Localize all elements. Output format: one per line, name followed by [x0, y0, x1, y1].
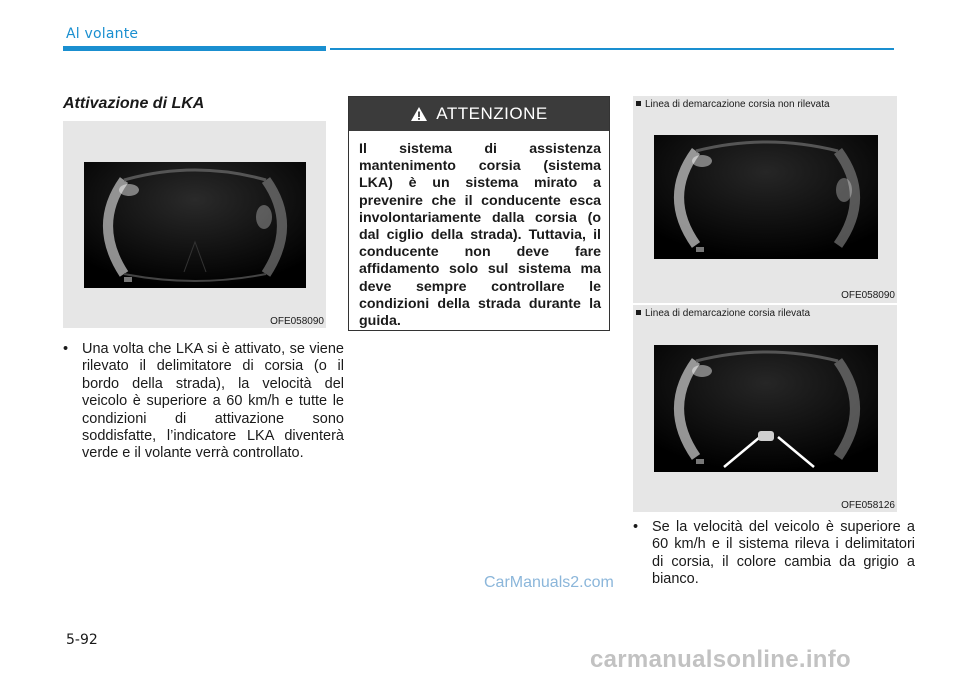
section-title: Al volante [66, 26, 139, 42]
figure-code: OFE058126 [841, 500, 895, 511]
cluster-illustration-left [84, 162, 306, 288]
bullet-text: Se la velocità del veicolo è superiore a 60 km/h e il sistema rileva i delimitatori di corsia, il colore cambia da grigio a bianco. [652, 519, 915, 588]
page-number: 5-92 [66, 632, 98, 648]
bullet-text: Una volta che LKA si è attivato, se viene rilevato il delimitatore di corsia (o il bordo della strada), la velocità del veicolo è superiore a 60 km/h e tutte le condizioni di attivazione sono soddisfatte, l’indicatore LKA diventerà verde e il volante verrà controllato. [82, 341, 344, 462]
warning-triangle-icon [410, 106, 428, 122]
header-rule-thin [330, 48, 894, 50]
figure-caption: Linea di demarcazione corsia rilevata [636, 308, 810, 319]
header-rule-thick [63, 46, 326, 51]
instrument-cluster-image [654, 135, 878, 259]
caption-square-icon [636, 101, 641, 106]
footer-brand: carmanualsonline.info [590, 646, 852, 673]
figure-right-top [633, 96, 897, 303]
cluster-illustration-bottom [654, 345, 878, 472]
warning-header [349, 97, 609, 131]
bullet-speed [633, 519, 915, 589]
bullet-activation [63, 341, 344, 463]
warning-body: Il sistema di assistenza mantenimento corsia (sistema LKA) è un sistema mirato a prevenire che il conducente esca involontariamente dalla corsia (o dal ciglio della strada). Tuttavia, il conducente non deve fare affidamento solo sul sistema ma deve sempre controllare le condizioni della strada durante la guida. [359, 141, 601, 330]
figure-left [63, 121, 326, 328]
warning-title: ATTENZIONE [436, 104, 548, 123]
bullet-dot: • [63, 341, 69, 357]
warning-box [348, 96, 610, 331]
figure-caption: Linea di demarcazione corsia non rilevata [636, 99, 830, 110]
figure-right-bottom [633, 305, 897, 512]
watermark-link[interactable]: CarManuals2.com [484, 574, 614, 591]
figure-code: OFE058090 [270, 316, 324, 327]
cluster-illustration-top [654, 135, 878, 259]
section-heading: Attivazione di LKA [63, 95, 205, 112]
instrument-cluster-image [84, 162, 306, 288]
instrument-cluster-image [654, 345, 878, 472]
figure-code: OFE058090 [841, 290, 895, 301]
bullet-dot: • [633, 519, 639, 535]
caption-square-icon [636, 310, 641, 315]
